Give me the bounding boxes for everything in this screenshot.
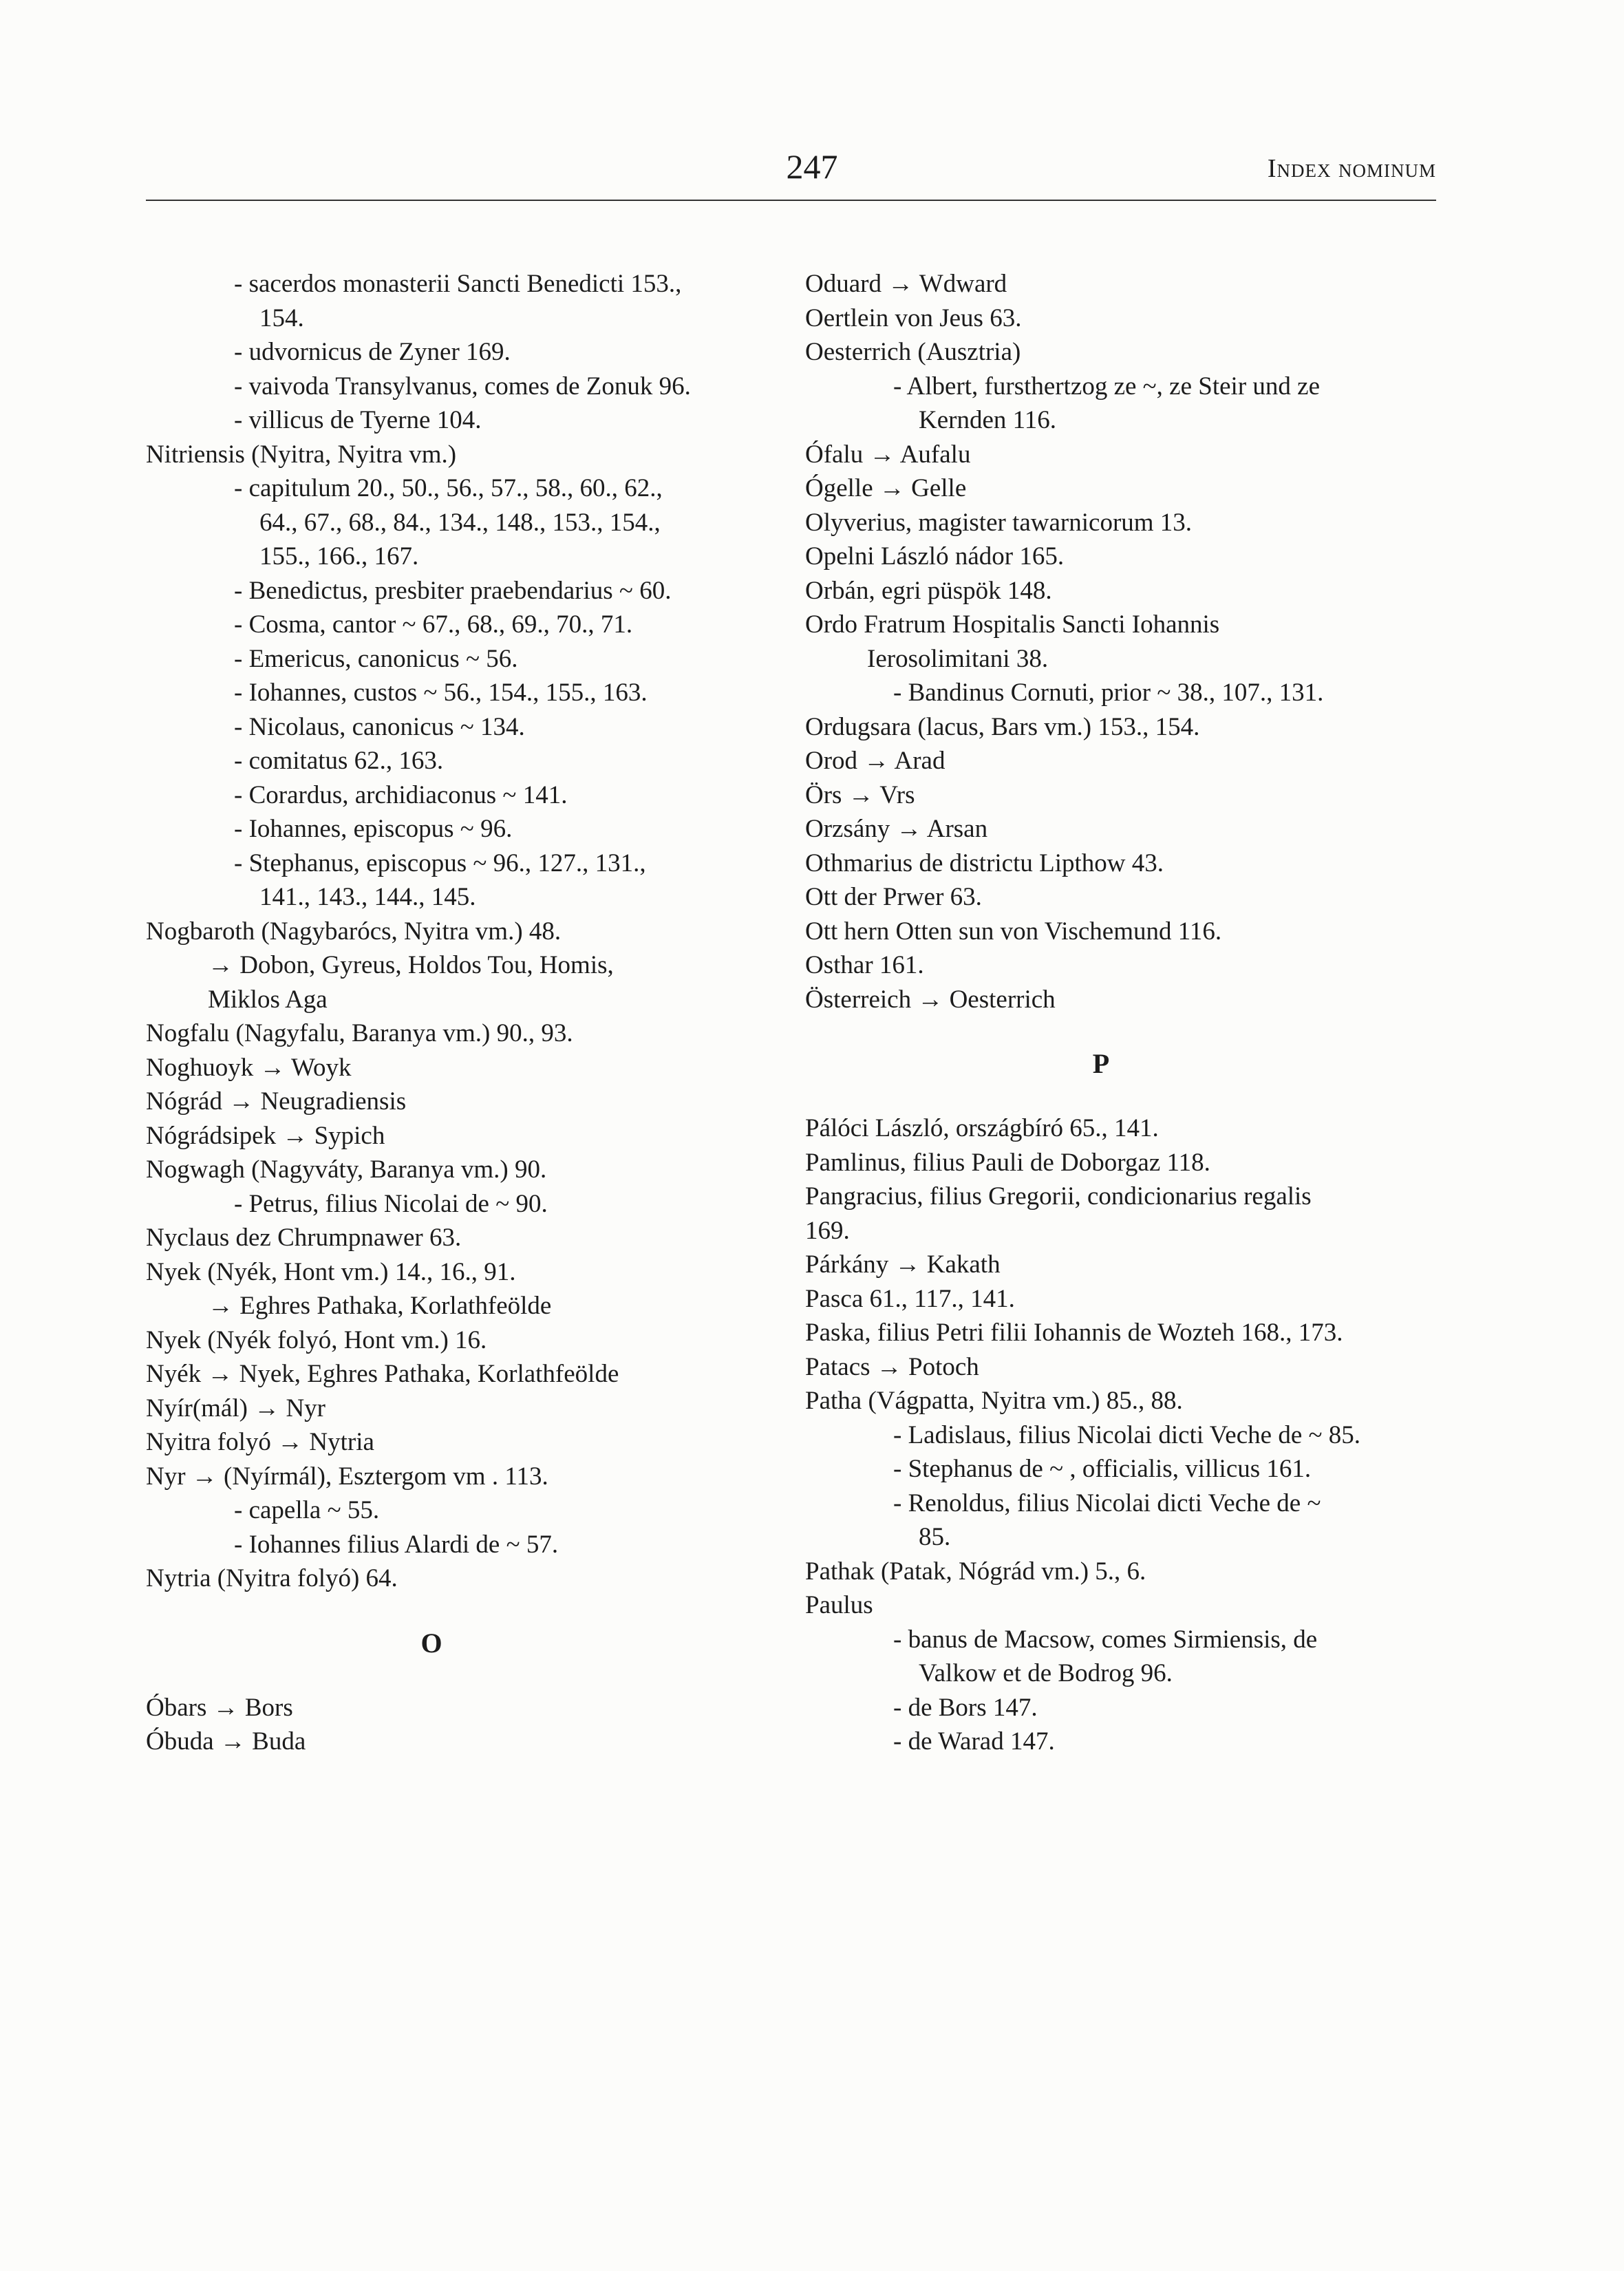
index-subentry: 85. [919,1523,951,1551]
index-subentry: → Eghres Pathaka, Korlathfeölde [208,1292,552,1320]
index-subentry: - sacerdos monasterii Sancti Benedicti 153., [234,270,682,298]
index-entry: Nyék → Nyek, Eghres Pathaka, Korlathfeölde [146,1360,619,1388]
index-entry: Nogfalu (Nagyfalu, Baranya vm.) 90., 93. [146,1019,573,1047]
index-subentry: Miklos Aga [208,985,328,1014]
index-entry: Othmarius de districtu Lipthow 43. [805,849,1164,877]
index-subentry: 154. [259,303,304,332]
index-subentry: Ierosolimitani 38. [867,644,1049,673]
index-subentry: - Emericus, canonicus ~ 56. [234,644,518,673]
index-column-right [805,267,1452,1759]
index-entry: Oertlein von Jeus 63. [805,303,1022,332]
index-entry: Nitriensis (Nyitra, Nyitra vm.) [146,440,457,469]
index-entry: Ordugsara (lacus, Bars vm.) 153., 154. [805,712,1200,741]
index-subentry: 64., 67., 68., 84., 134., 148., 153., 154., [259,508,661,537]
index-subentry: - Bandinus Cornuti, prior ~ 38., 107., 131. [893,679,1324,707]
index-subentry: - Stephanus, episcopus ~ 96., 127., 131., [234,849,646,877]
index-subentry: - de Warad 147. [893,1727,1055,1756]
index-entry: Oduard → Wdward [805,270,1007,298]
index-subentry: - Ladislaus, filius Nicolai dicti Veche de ~ 85. [893,1420,1361,1449]
index-entry: Orbán, egri püspök 148. [805,576,1052,605]
index-subentry: - Albert, fursthertzog ze ~, ze Steir und ze [893,372,1321,401]
index-entry: Nytria (Nyitra folyó) 64. [146,1564,398,1592]
index-entry: Pangracius, filius Gregorii, condicionarius regalis [805,1182,1312,1211]
index-entry: Ordo Fratrum Hospitalis Sancti Iohannis [805,610,1220,639]
index-subentry: - Benedictus, presbiter praebendarius ~ 60. [234,576,672,605]
index-entry: Österreich → Oesterrich [805,985,1056,1014]
index-subentry: Kernden 116. [919,406,1057,434]
index-entry: Patacs → Potoch [805,1352,979,1381]
index-entry: Olyverius, magister tawarnicorum 13. [805,508,1193,537]
index-entry: Nyclaus dez Chrumpnawer 63. [146,1224,462,1252]
index-subentry: - Nicolaus, canonicus ~ 134. [234,712,525,741]
index-entry: 169. [805,1216,850,1245]
index-subentry: - Corardus, archidiaconus ~ 141. [234,780,568,809]
index-entry: Nogwagh (Nagyváty, Baranya vm.) 90. [146,1155,547,1184]
section-heading: O [420,1627,442,1659]
index-entry: Nógrádsipek → Sypich [146,1121,385,1150]
index-entry: Nyr → (Nyírmál), Esztergom vm . 113. [146,1462,548,1491]
page-number: 247 [786,147,838,186]
index-entry: Nogbaroth (Nagybarócs, Nyitra vm.) 48. [146,917,562,946]
index-subentry: - de Bors 147. [893,1693,1038,1722]
index-subentry: - banus de Macsow, comes Sirmiensis, de [893,1625,1318,1654]
index-subentry: - villicus de Tyerne 104. [234,406,482,434]
index-entry: Nyek (Nyék, Hont vm.) 14., 16., 91. [146,1257,516,1286]
index-subentry: - vaivoda Transylvanus, comes de Zonuk 96. [234,372,691,401]
index-entry: Oesterrich (Ausztria) [805,338,1021,366]
section-heading: P [1092,1048,1110,1079]
running-head: Index nominum [1267,154,1436,183]
index-subentry: - Stephanus de ~ , officialis, villicus 161. [893,1455,1312,1483]
index-entry: Orod → Arad [805,747,945,775]
index-column-left [146,267,786,1759]
index-entry: Orzsány → Arsan [805,815,988,843]
index-subentry: - comitatus 62., 163. [234,747,444,775]
index-entry: Paska, filius Petri filii Iohannis de Wozteh 168., 173. [805,1319,1343,1347]
index-entry: Örs → Vrs [805,780,915,809]
index-subentry: - Iohannes, episcopus ~ 96. [234,815,513,843]
index-entry: Óbars → Bors [146,1693,293,1722]
index-subentry: - Cosma, cantor ~ 67., 68., 69., 70., 71. [234,610,633,639]
index-entry: Nyír(mál) → Nyr [146,1394,325,1422]
index-entry: Ófalu → Aufalu [805,440,971,469]
index-subentry: - udvornicus de Zyner 169. [234,338,511,366]
index-subentry: - Renoldus, filius Nicolai dicti Veche de ~ [893,1489,1321,1517]
index-entry: Patha (Vágpatta, Nyitra vm.) 85., 88. [805,1387,1183,1415]
index-subentry: → Dobon, Gyreus, Holdos Tou, Homis, [208,951,614,979]
index-entry: Pasca 61., 117., 141. [805,1284,1015,1313]
index-subentry: - Iohannes filius Alardi de ~ 57. [234,1530,559,1559]
index-entry: Osthar 161. [805,951,924,979]
index-entry: Ott der Prwer 63. [805,883,982,911]
index-entry: Noghuoyk → Woyk [146,1053,352,1082]
index-subentry: - Iohannes, custos ~ 56., 154., 155., 163. [234,679,648,707]
index-entry: Párkány → Kakath [805,1250,1001,1279]
index-entry: Óbuda → Buda [146,1727,306,1756]
index-entry: Pálóci László, országbíró 65., 141. [805,1114,1159,1142]
index-entry: Nyitra folyó → Nytria [146,1428,374,1456]
index-entry: Nyek (Nyék folyó, Hont vm.) 16. [146,1325,487,1354]
index-subentry: - capella ~ 55. [234,1496,380,1524]
index-subentry: 155., 166., 167. [259,542,419,571]
index-entry: Nógrád → Neugradiensis [146,1087,407,1116]
index-subentry: - capitulum 20., 50., 56., 57., 58., 60., 62., [234,474,663,502]
index-entry: Paulus [805,1591,873,1619]
index-entry: Pathak (Patak, Nógrád vm.) 5., 6. [805,1557,1146,1586]
index-entry: Ott hern Otten sun von Vischemund 116. [805,917,1222,946]
header-rule [146,200,1436,201]
index-subentry: Valkow et de Bodrog 96. [919,1659,1173,1687]
index-entry: Pamlinus, filius Pauli de Doborgaz 118. [805,1148,1210,1177]
index-entry: Opelni László nádor 165. [805,542,1065,571]
index-subentry: 141., 143., 144., 145. [259,883,476,911]
index-subentry: - Petrus, filius Nicolai de ~ 90. [234,1189,548,1218]
index-entry: Ógelle → Gelle [805,474,967,502]
